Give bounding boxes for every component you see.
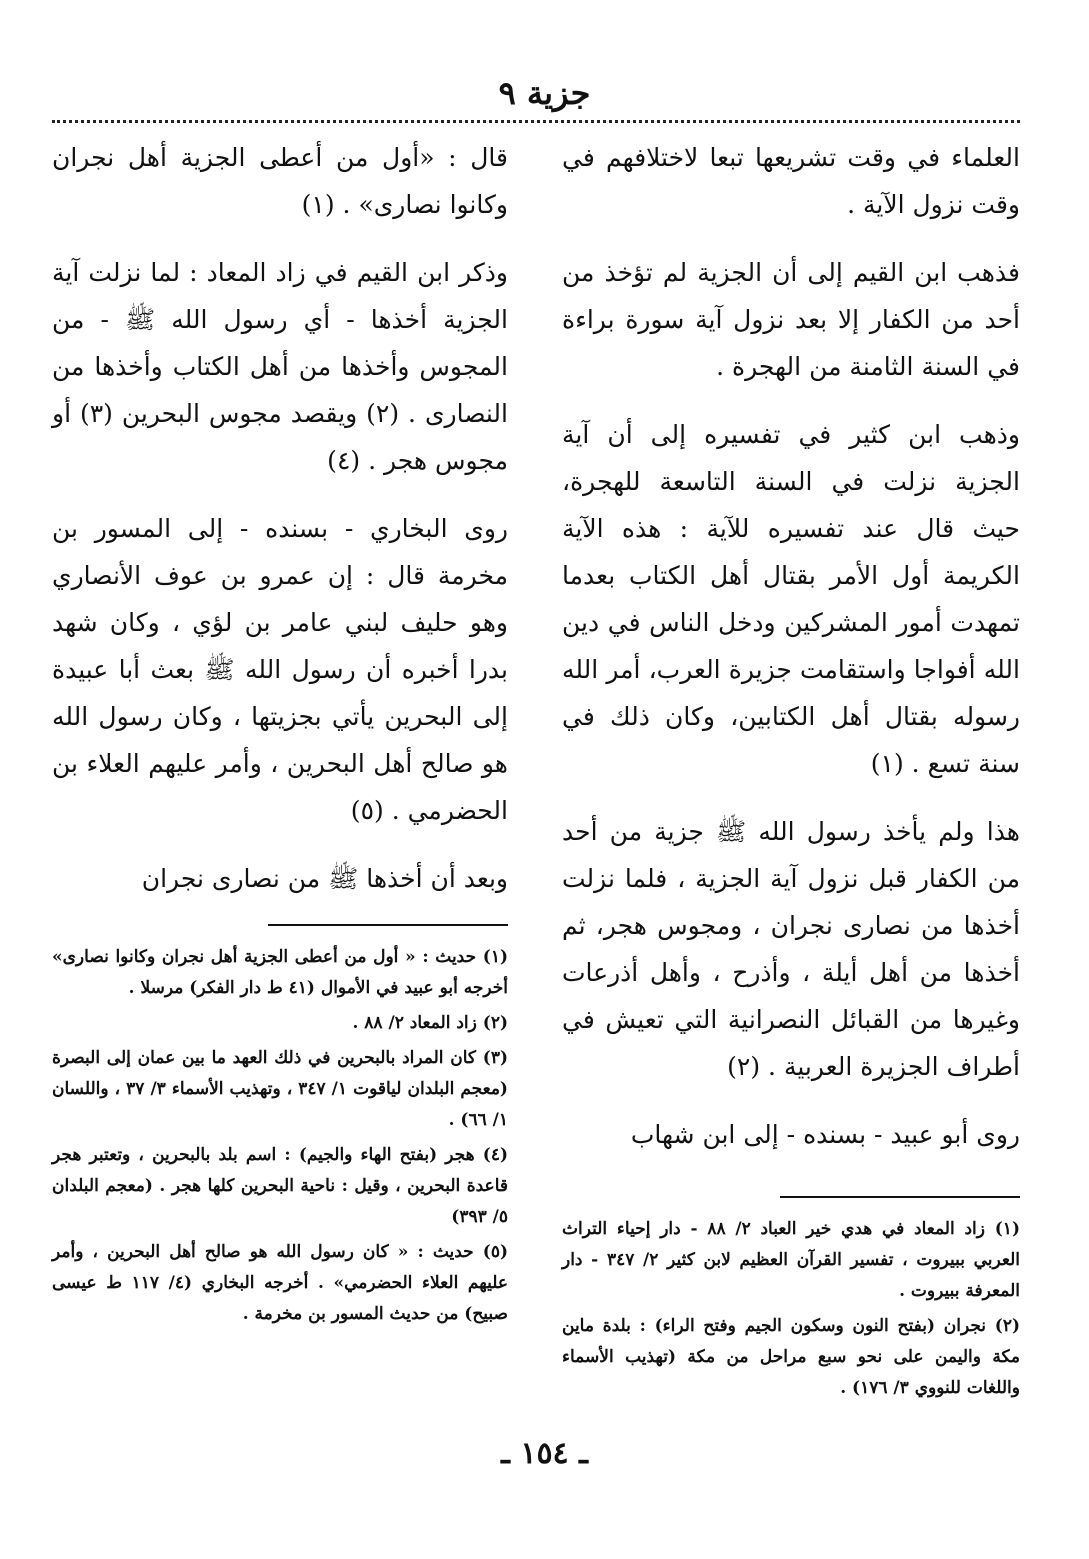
header-dotted-rule [52, 120, 1020, 123]
body-paragraph: العلماء في وقت تشريعها تبعا لاختلافهم في وقت نزول الآية . [562, 143, 1020, 219]
footnote-separator [780, 1196, 1020, 1198]
body-paragraph: قال : «أول من أعطى الجزية أهل نجران وكانوا نصارى» . (١) [52, 143, 508, 219]
left-column [52, 134, 508, 1434]
footnote: (٢) نجران (بفتح النون وسكون الجيم وفتح الراء) : بلدة ماين مكة واليمن على نحو سبع مراحل من مكة (تهذيب الأسماء واللغات للنووي ٣/ ١٧٦) . [562, 1316, 1020, 1398]
body-paragraph: روى البخاري - بسنده - إلى المسور بن مخرمة قال : إن عمرو بن عوف الأنصاري وهو حليف لبني عامر بن لؤي ، وكان شهد بدرا أخبره أن رسول الله ﷺ بعث أبا عبيدة إلى البحرين يأتي بجزيتها ، وكان رسول الله هو صالح أهل البحرين ، وأمر عليهم العلاء بن الحضرمي . (٥) [52, 514, 508, 825]
footnote-separator [268, 924, 508, 926]
body-paragraph: هذا ولم يأخذ رسول الله ﷺ جزية من أحد من الكفار قبل نزول آية الجزية ، فلما نزلت أخذها من نصارى نجران ، ومجوس هجر، ثم أخذها من أهل أيلة ، وأذرح ، وأهل أذرعات وغيرها من القبائل النصرانية التي تعيش في أطراف الجزيرة العربية . (٢) [562, 817, 1020, 1081]
body-paragraph: وذكر ابن القيم في زاد المعاد : لما نزلت آية الجزية أخذها - أي رسول الله ﷺ - من المجوس وأخذها من أهل الكتاب وأخذها من النصارى . (٢) ويقصد مجوس البحرين (٣) أو مجوس هجر . (٤) [52, 258, 508, 475]
footnote: (٤) هجر (بفتح الهاء والجيم) : اسم بلد بالبحرين ، وتعتبر هجر قاعدة البحرين ، وقيل : ناحية البحرين كلها هجر . (معجم البلدان ٥/ ٣٩٣) [52, 1145, 508, 1227]
footnote: (٥) حديث : « كان رسول الله هو صالح أهل البحرين ، وأمر عليهم العلاء الحضرمي» . أخرجه البخاري (٤/ ١١٧ ط عيسى صبيح) من حديث المسور بن مخرمة . [52, 1242, 508, 1324]
body-paragraph: وذهب ابن كثير في تفسيره إلى أن آية الجزية نزلت في السنة التاسعة للهجرة، حيث قال عند تفسيره للآية : هذه الآية الكريمة أول الأمر بقتال أهل الكتاب بعدما تمهدت أمور المشركين ودخل الناس في دين الله أفواجا واستقامت جزيرة العرب، أمر الله رسوله بقتال أهل الكتابين، وكان ذلك في سنة تسع . (١) [562, 420, 1020, 778]
page-number: ـ ١٥٤ ـ [501, 1436, 588, 1471]
body-paragraph: روى أبو عبيد - بسنده - إلى ابن شهاب [630, 1120, 1020, 1149]
footnote: (٣) كان المراد بالبحرين في ذلك العهد ما بين عمان إلى البصرة (معجم البلدان لياقوت ١/ ٣٤٧ ، وتهذيب الأسماء ٣/ ٣٧ ، واللسان ١/ ٦٦) . [52, 1048, 508, 1130]
right-column [562, 134, 1020, 1434]
body-paragraph: فذهب ابن القيم إلى أن الجزية لم تؤخذ من أحد من الكفار إلا بعد نزول آية سورة براءة في السنة الثامنة من الهجرة . [562, 258, 1020, 381]
body-paragraph: وبعد أن أخذها ﷺ من نصارى نجران [141, 864, 508, 893]
footnote: (٢) زاد المعاد ٢/ ٨٨ . [352, 1013, 508, 1033]
page-header-title: جزية ٩ [498, 74, 591, 112]
footnote: (١) حديث : « أول من أعطى الجزية أهل نجران وكانوا نصارى» أخرجه أبو عبيد في الأموال (٤١ ط دار الفكر) مرسلا . [52, 947, 508, 998]
footnote: (١) زاد المعاد في هدي خير العباد ٢/ ٨٨ - دار إحياء التراث العربي ببيروت ، تفسير القرآن العظيم لابن كثير ٢/ ٣٤٧ - دار المعرفة ببيروت . [562, 1219, 1020, 1301]
